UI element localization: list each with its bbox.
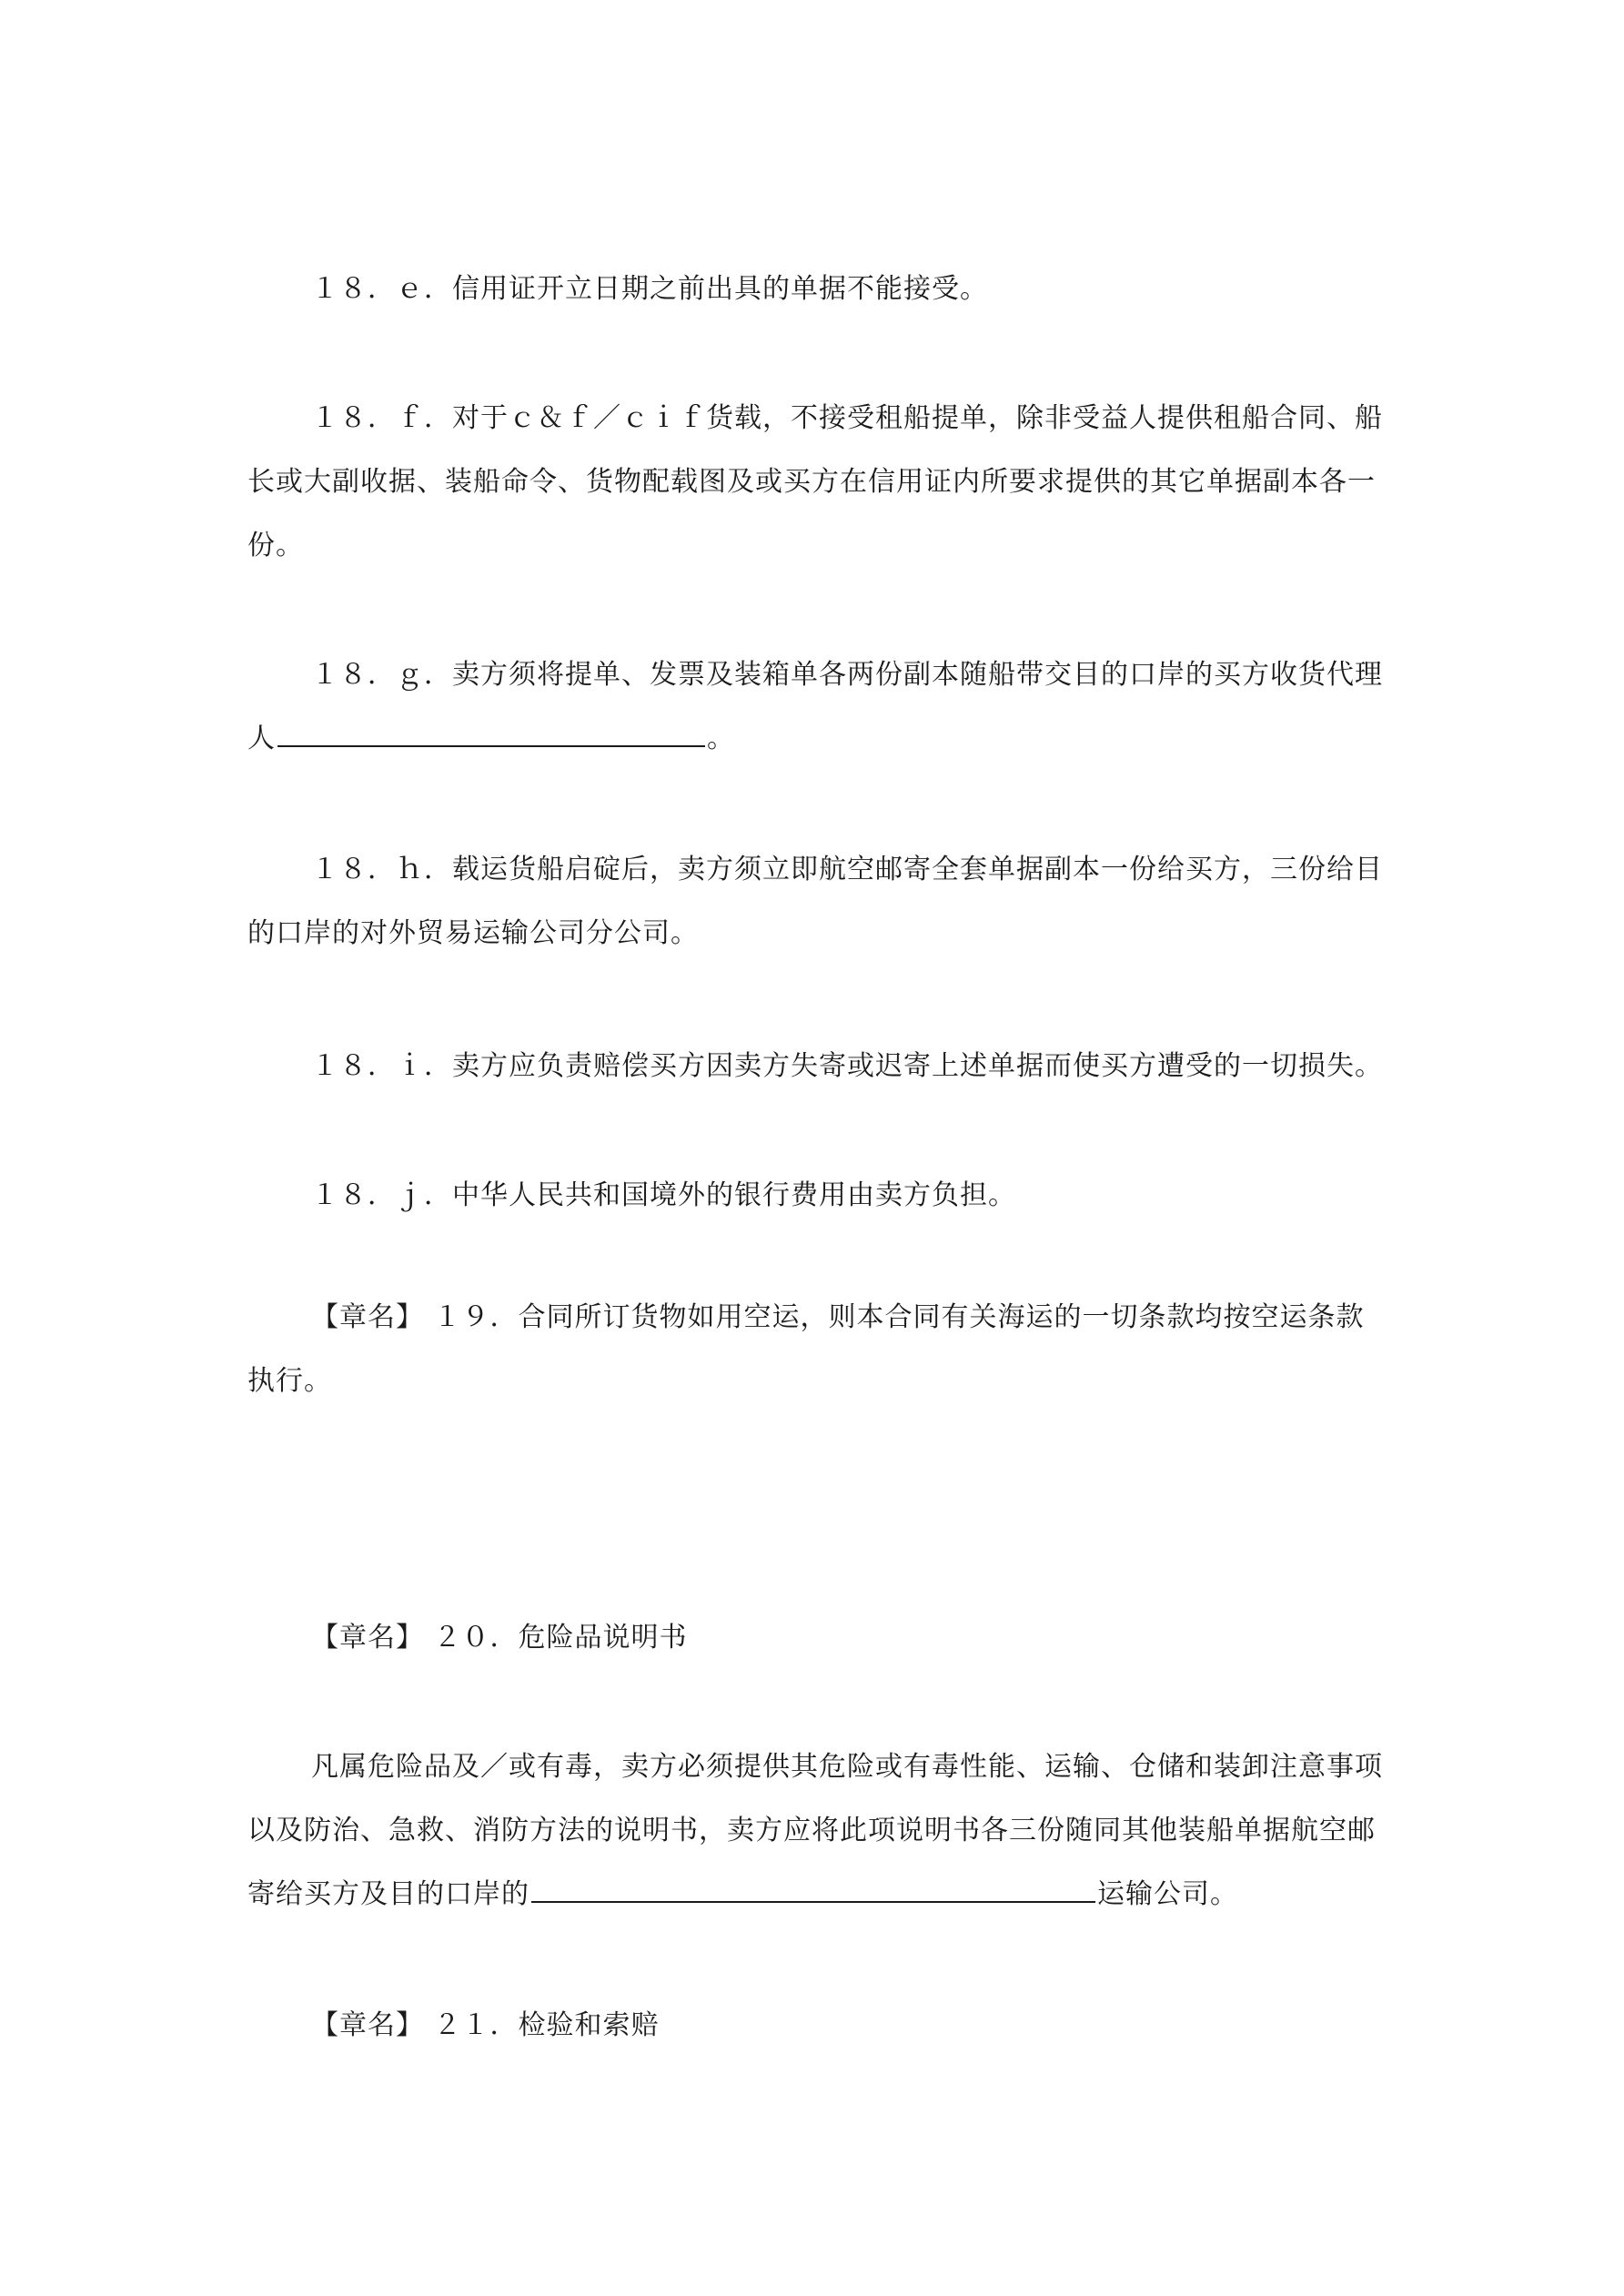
clause-18i <box>247 1035 1385 1098</box>
section-20-heading: 【章名】 ２０．危险品说明书 <box>311 1622 688 1654</box>
section-20-line3 <box>247 1863 1385 1927</box>
clause-19 <box>247 1286 1385 1413</box>
clause-18g <box>247 643 1385 771</box>
clause-18i-line1: １８．ｉ．卖方应负责赔偿买方因卖方失寄或迟寄上述单据而使买方遭受的一切损失。 <box>311 1050 1383 1082</box>
agent-name-blank[interactable] <box>277 718 705 747</box>
clause-18f-line2: 长或大副收据、装船命令、货物配载图及或买方在信用证内所要求提供的其它单据副本各一 <box>247 466 1376 498</box>
section-20-line1: 凡属危险品及／或有毒，卖方必须提供其危险或有毒性能、运输、仓储和装卸注意事项 <box>311 1751 1383 1783</box>
section-20-title <box>247 1606 1385 1670</box>
clause-19-line2: 执行。 <box>247 1365 332 1397</box>
clause-18g-line1: １８．ｇ．卖方须将提单、发票及装箱单各两份副本随船带交目的口岸的买方收货代理 <box>311 659 1383 691</box>
section-21-heading: 【章名】 ２１．检验和索赔 <box>311 2009 660 2041</box>
clause-18g-line2-prefix: 人 <box>247 723 276 754</box>
clause-19-line1: 【章名】 １９．合同所订货物如用空运，则本合同有关海运的一切条款均按空运条款 <box>311 1301 1365 1333</box>
clause-18h <box>247 838 1385 966</box>
clause-18f <box>247 387 1385 578</box>
section-20-body <box>247 1735 1385 1927</box>
section-20-line2: 以及防治、急救、消防方法的说明书，卖方应将此项说明书各三份随同其他装船单据航空邮 <box>247 1815 1376 1846</box>
clause-18j-line1: １８．ｊ．中华人民共和国境外的银行费用由卖方负担。 <box>311 1179 1016 1211</box>
clause-18e-line1: １８．ｅ．信用证开立日期之前出具的单据不能接受。 <box>311 273 988 305</box>
clause-18f-line1: １８．ｆ．对于ｃ＆ｆ／ｃｉｆ货载，不接受租船提单，除非受益人提供租船合同、船 <box>311 402 1383 434</box>
clause-18e <box>247 258 1385 321</box>
transport-company-blank[interactable] <box>531 1874 1095 1903</box>
clause-18g-line2 <box>247 707 1385 771</box>
clause-18f-line3: 份。 <box>247 530 304 561</box>
clause-18h-line2: 的口岸的对外贸易运输公司分公司。 <box>247 917 699 949</box>
clause-18j <box>247 1164 1385 1228</box>
clause-18g-line2-suffix: 。 <box>707 723 735 754</box>
section-20-line3-prefix: 寄给买方及目的口岸的 <box>247 1878 530 1910</box>
section-20-line3-suffix: 运输公司。 <box>1097 1878 1238 1910</box>
section-21-title <box>247 1994 1385 2058</box>
clause-18h-line1: １８．ｈ．载运货船启碇后，卖方须立即航空邮寄全套单据副本一份给买方，三份给目 <box>311 854 1383 885</box>
